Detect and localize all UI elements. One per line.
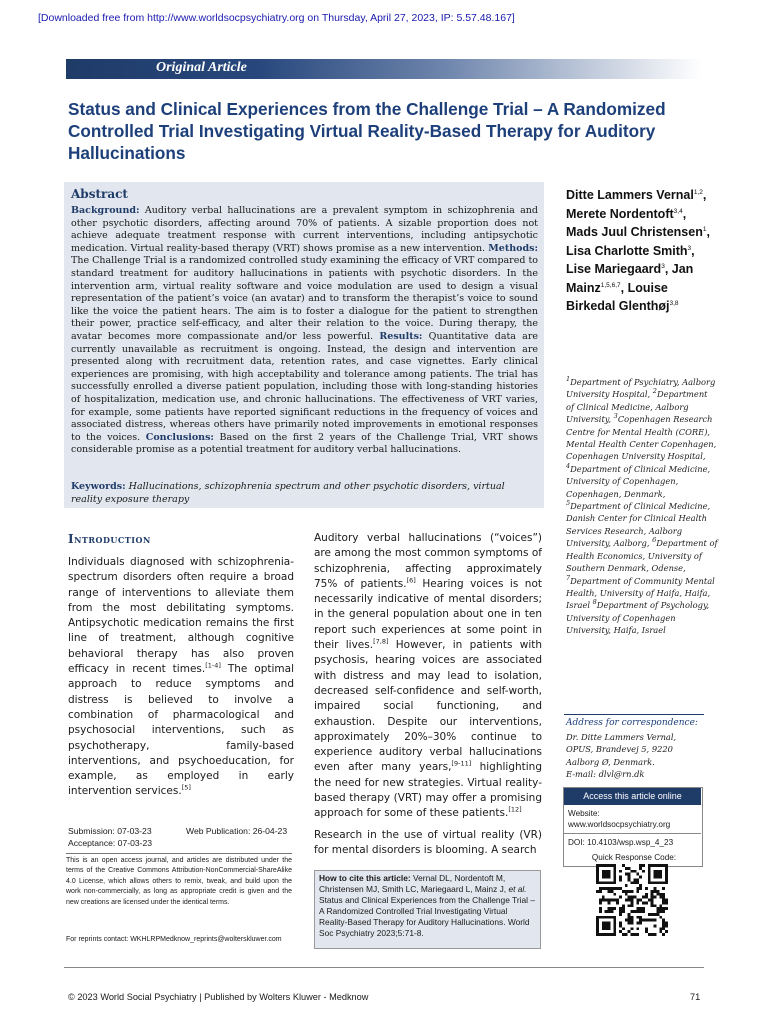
background-text: Auditory verbal hallucinations are a prevalent symptom in schizophrenia and other psychotic disorders, affecting around 70% of patients. A sizable proportion does not achieve adequate treatment response with current interventions, including antipsychotic medication. Virtual reality-based therapy (VRT) shows promise as a new intervention. bbox=[71, 205, 538, 254]
abstract-heading: Abstract bbox=[71, 187, 128, 201]
citation-etal: et al. bbox=[508, 883, 527, 894]
affiliations bbox=[566, 376, 718, 637]
body-text: However, in patients with psychosis, hearing voices are associated with distress and may lead to isolation, decreased self-confidence and self-worth, impaired social functioning, and exhaustion. Despite our interventions, approximately 20%–30% continue to experience auditory verbal hallucinations even after many years, bbox=[314, 639, 543, 774]
author-affiliation-marker: 3,8 bbox=[669, 299, 679, 307]
dates-divider bbox=[66, 853, 292, 854]
footer-rule bbox=[64, 967, 704, 968]
website-link[interactable]: www.worldsocpsychiatry.org bbox=[568, 820, 671, 829]
qr-label: Quick Response Code: bbox=[591, 853, 677, 862]
author-affiliation-marker: 3 bbox=[661, 262, 665, 270]
body-text: Hearing voices is not necessarily indicative of mental disorders; in the general population about one in ten report such experiences at some point in their lives. bbox=[314, 577, 542, 652]
affiliation-marker: 7 bbox=[566, 573, 571, 582]
author-separator: , bbox=[706, 225, 710, 239]
website-label: Website: bbox=[568, 809, 600, 818]
author-separator: , bbox=[664, 262, 669, 276]
abstract-text bbox=[71, 205, 538, 457]
address-line: OPUS, Brandevej 5, 9220 bbox=[566, 744, 673, 755]
affiliation-marker: 5 bbox=[566, 499, 571, 508]
affiliation-marker: 2 bbox=[652, 387, 657, 396]
citation-text bbox=[319, 873, 538, 938]
doi-link[interactable]: DOI: 10.4103/wsp.wsp_4_23 bbox=[568, 838, 674, 847]
body-text: highlighting the need for new strategies. Virtual reality-based therapy (VRT) may offer a promising approach for some of these patients. bbox=[314, 761, 542, 820]
introduction-column-1 bbox=[68, 555, 294, 800]
author-separator: , bbox=[682, 206, 687, 221]
affiliation-text: Department of Clinical Medicine, University of Copenhagen, Copenhagen, Denmark, bbox=[566, 463, 711, 499]
author-name: Louise Birkedal Glenthøj bbox=[566, 280, 670, 313]
affiliation-text: Department of Psychology, University of Copenhagen University, Haifa, Israel bbox=[566, 600, 710, 636]
author-affiliation-marker: 1,5,6,7 bbox=[600, 281, 621, 289]
methods-text: The Challenge Trial is a randomized controlled study examining the efficacy of VRT compared to standard treatment for auditory hallucinations in patients with psychotic disorders. In the intervention arm, virtual reality software and voice modulation are used to design a visual representation of the patient’s voice (an avatar) and to transform the therapist’s voice to sound like the voice the patient hears. The aim is to foster a dialogue for the patient to strengthen their power, practice self-efficacy, and alter their relation to the voice. During therapy, the avatar becomes more compassionate and/or less powerful. bbox=[71, 255, 538, 342]
citation-ref[interactable]: [1-4] bbox=[205, 661, 221, 670]
web-publication-date: Web Publication: 26-04-23 bbox=[186, 826, 288, 836]
affiliation-text: Department of Psychiatry, Aalborg University Hospital, bbox=[566, 377, 716, 400]
introduction-heading: Introduction bbox=[68, 532, 151, 546]
author-affiliation-marker: 1,2 bbox=[693, 188, 703, 196]
background-label: Background: bbox=[71, 205, 140, 216]
author-separator: , bbox=[620, 280, 625, 295]
author-name: Lisa Charlotte Smith bbox=[566, 243, 688, 258]
correspondence-rule bbox=[564, 714, 704, 715]
email-line[interactable]: E-mail: dlvl@rn.dk bbox=[566, 768, 645, 779]
article-type-label: Original Article bbox=[156, 60, 247, 75]
author-list bbox=[566, 186, 716, 316]
results-text: Quantitative data are currently unavailable as recruitment is ongoing. Instead, the design and intervention are presented along with recruitment data, retention rates, and case vignettes. Early clinical experiences are promising, with high acceptability and tolerance among patients. The trial has successfully enrolled a diverse patient population, including those with long-standing histories of hospitalization, medication use, and chronic hallucinations. The effectiveness of VRT varies, for example, some patients have reported significant reductions in the frequency of voices and associated distress, whereas others have primarily noted improvements in emotional responses to the voices. bbox=[71, 330, 538, 443]
conclusions-label: Conclusions: bbox=[145, 431, 214, 443]
affiliation-text: Department of Community Mental Health, University of Haifa, Haifa, Israel bbox=[566, 575, 715, 611]
affiliation-text: Department of Clinical Medicine, Danish Center for Clinical Health Services Research, Aalborg University, Aalborg, bbox=[566, 501, 711, 549]
affiliation-text: Department of Health Economics, University of Southern Denmark, Odense, bbox=[566, 538, 718, 574]
acceptance-date: Acceptance: 07-03-23 bbox=[68, 838, 153, 848]
publication-dates bbox=[68, 825, 294, 849]
citation-ref[interactable]: [6] bbox=[406, 576, 416, 585]
conclusions-text: Based on the first 2 years of the Challenge Trial, VRT shows considerable promise as a potential treatment for auditory verbal hallucinations. bbox=[71, 431, 538, 456]
author-name: Mads Juul Christensen bbox=[566, 225, 703, 239]
citation-ref[interactable]: [7,8] bbox=[373, 637, 389, 646]
download-banner: [Downloaded free from http://www.worldsocpsychiatry.org on Thursday, April 27, 2023, IP: 5.57.48.167] bbox=[38, 12, 515, 24]
footer-copyright: © 2023 World Social Psychiatry | Published by Wolters Kluwer - Medknow bbox=[68, 992, 369, 1002]
article-title: Status and Clinical Experiences from the Challenge Trial – A Randomized Controlled Trial Investigating Virtual Reality-Based Therapy for Auditory Hallucinations bbox=[68, 99, 666, 163]
qr-code-icon[interactable] bbox=[596, 864, 668, 936]
methods-label: Methods: bbox=[488, 242, 538, 254]
keywords-label: Keywords: bbox=[71, 481, 126, 492]
citation-ref[interactable]: [5] bbox=[181, 783, 191, 792]
affiliation-marker: 4 bbox=[566, 462, 571, 471]
author-affiliation-marker: 3,4 bbox=[673, 207, 683, 215]
introduction-column-2 bbox=[314, 531, 542, 864]
paragraph bbox=[314, 828, 542, 859]
keywords-text: Hallucinations, schizophrenia spectrum and other psychotic disorders, virtual reality exposure therapy bbox=[71, 481, 505, 505]
access-heading: Access this article online bbox=[564, 788, 701, 805]
correspondence-address bbox=[566, 731, 716, 780]
affiliation-marker: 1 bbox=[566, 375, 571, 384]
page-number: 71 bbox=[690, 992, 701, 1002]
author-affiliation-marker: 1 bbox=[702, 225, 707, 233]
correspondence-heading: Address for correspondence: bbox=[566, 718, 698, 728]
body-text: Individuals diagnosed with schizophrenia-spectrum disorders often require a broad range of interventions to alleviate them from the most debilitating symptoms. Antipsychotic medication remains the first line of treatment, although cognitive behavioral therapy has also proven efficacy in recent times. bbox=[68, 556, 294, 676]
affiliation-marker: 3 bbox=[613, 412, 618, 421]
author-name: Merete Nordentoft bbox=[566, 206, 674, 221]
affiliation-marker: 8 bbox=[592, 598, 597, 607]
reprints-contact: For reprints contact: WKHLRPMedknow_reprints@wolterskluwer.com bbox=[66, 936, 282, 943]
citation-label: How to cite this article: bbox=[319, 873, 411, 883]
results-label: Results: bbox=[379, 330, 423, 342]
address-line: Dr. Ditte Lammers Vernal, bbox=[566, 732, 677, 742]
author-name: Lise Mariegaard bbox=[566, 262, 662, 276]
author-name: Ditte Lammers Vernal bbox=[566, 188, 694, 202]
citation-authors: Vernal DL, Nordentoft M, Christensen MJ, Smith LC, Mariegaard L, Mainz J, bbox=[319, 873, 509, 894]
license-text: This is an open access journal, and articles are distributed under the terms of the Creative Commons Attribution-NonCommercial-ShareAlike 4.0 License, which allows others to remix, tweak, and build upon the work non-commercially, as long as appropriate credit is given and the new creations are licensed under the identical terms. bbox=[66, 857, 292, 906]
author-separator: , bbox=[691, 243, 695, 258]
keywords bbox=[71, 481, 538, 506]
affiliation-text: Copenhagen Research Centre for Mental Health (CORE), Mental Health Center Copenhagen, Copenhagen University Hospital, bbox=[566, 414, 717, 462]
address-line: Aalborg Ø, Denmark. bbox=[566, 756, 655, 767]
affiliation-marker: 6 bbox=[652, 536, 657, 545]
submission-date: Submission: 07-03-23 bbox=[68, 826, 152, 836]
citation-details: Status and Clinical Experiences from the Challenge Trial – A Randomized Controlled Trial Investigating Virtual Reality-Based Therapy for Auditory Hallucinations. World Soc Psychiatry 2023;5:71-8. bbox=[319, 894, 535, 938]
body-text: Research in the use of virtual reality (VR) for mental disorders is blooming. A search bbox=[314, 828, 542, 856]
author-name: Jan Mainz bbox=[566, 262, 694, 295]
access-divider bbox=[564, 833, 701, 834]
citation-ref[interactable]: [9-11] bbox=[451, 759, 472, 768]
author-affiliation-marker: 3 bbox=[687, 244, 692, 252]
citation-ref[interactable]: [12] bbox=[508, 805, 522, 814]
paragraph bbox=[314, 531, 542, 822]
body-text: The optimal approach to reduce symptoms and distress is believed to involve a combination of pharmacological and psychosocial interventions, such as psychotherapy, family-based interventions, and psychoeducation, for example, as employed in early intervention services. bbox=[68, 663, 294, 798]
author-separator: , bbox=[702, 188, 707, 202]
affiliation-text: Department of Clinical Medicine, Aalborg University, bbox=[566, 389, 708, 425]
body-text: Auditory verbal hallucinations (“voices”) are among the most common symptoms of schizophrenia, affecting approximately 75% of patients. bbox=[314, 532, 542, 590]
